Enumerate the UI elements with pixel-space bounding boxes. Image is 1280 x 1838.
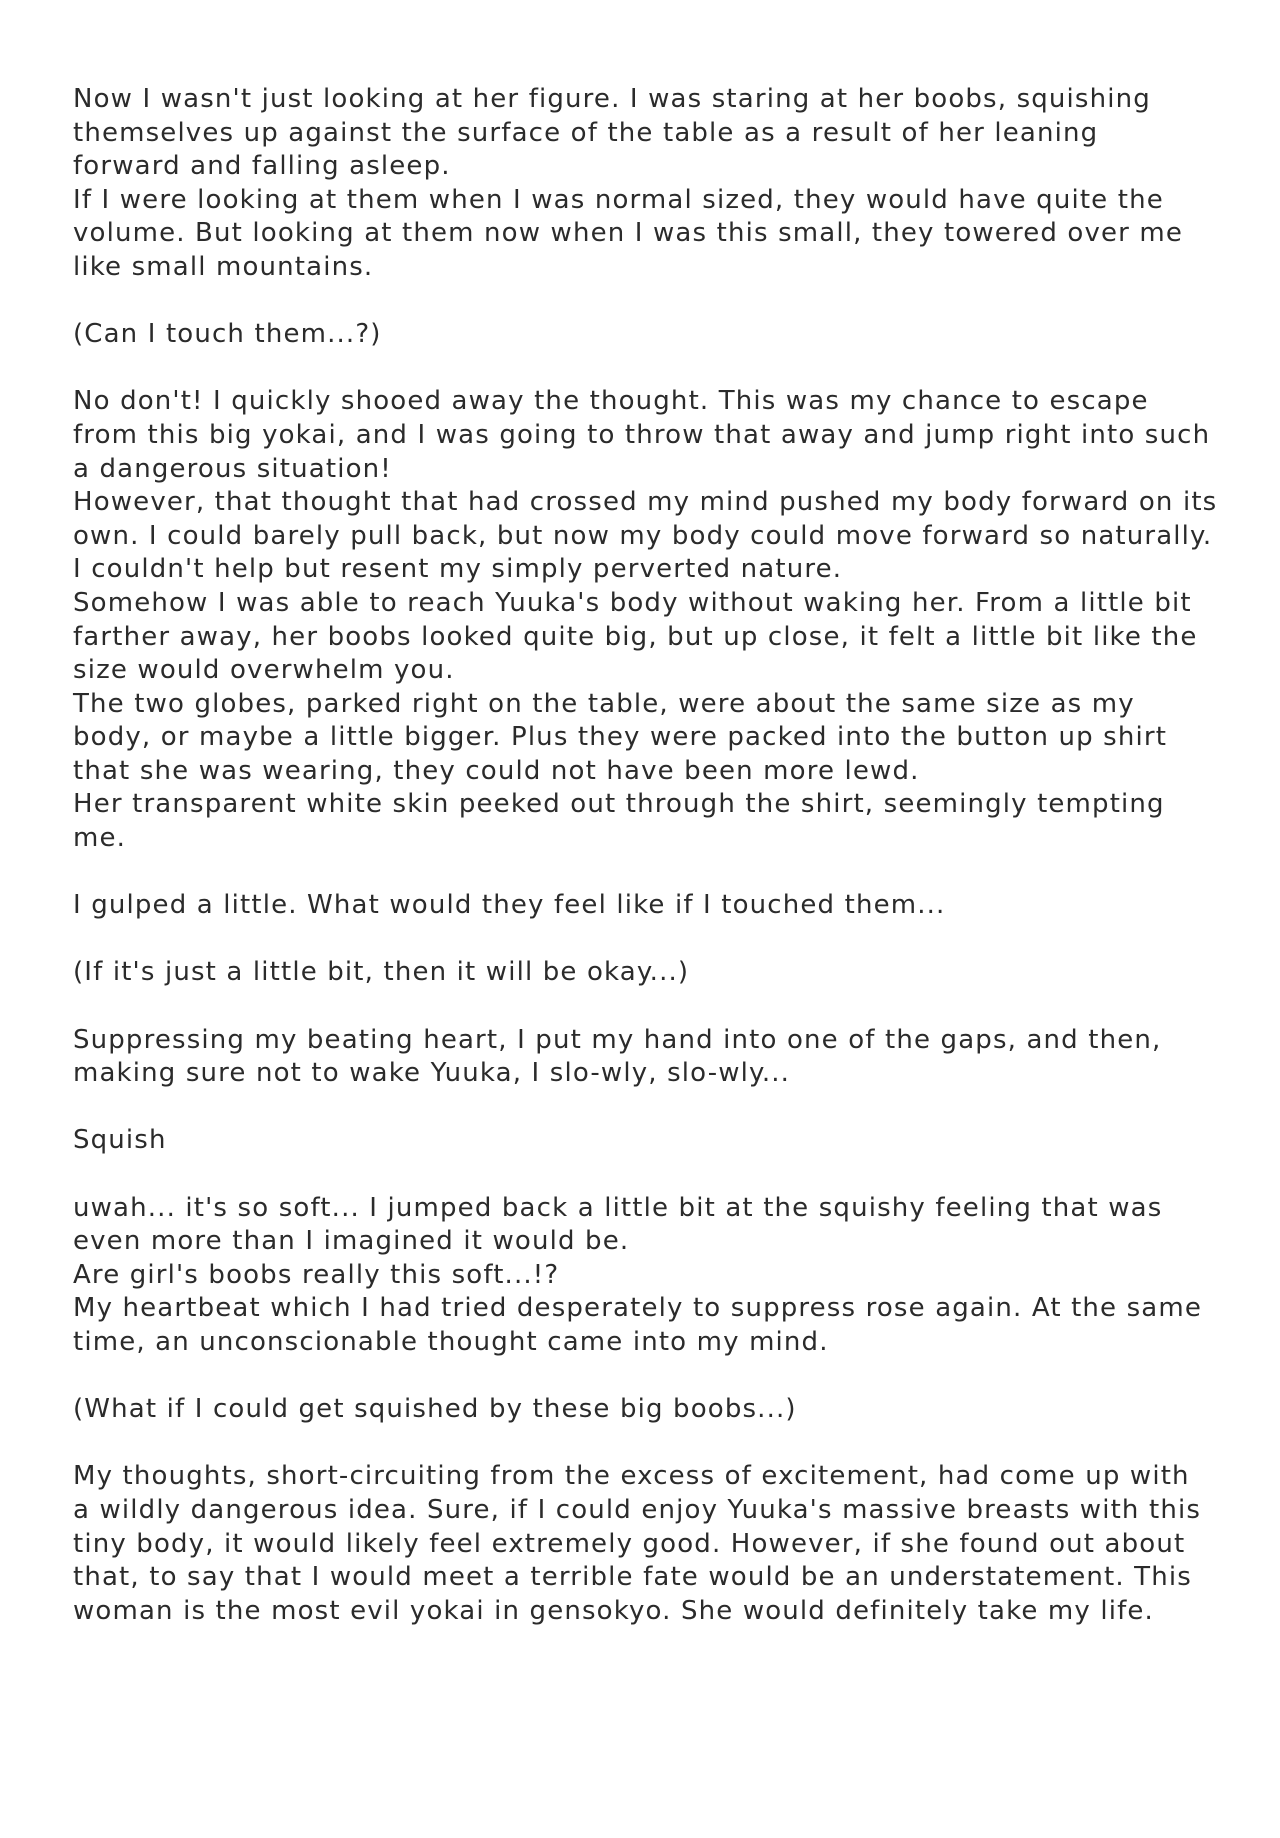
text-line: that she was wearing, they could not have been more lewd.	[73, 755, 920, 786]
text-line: themselves up against the surface of the table as a result of her leaning	[73, 117, 1099, 148]
text-line: uwah... it's so soft... I jumped back a little bit at the squishy feeling that was	[73, 1192, 1163, 1223]
text-line: own. I could barely pull back, but now my body could move forward so naturally.	[73, 520, 1213, 551]
paragraph-gap	[73, 1091, 1233, 1125]
text-line: woman is the most evil yokai in gensokyo. She would definitely take my life.	[73, 1595, 1154, 1626]
text-line: body, or maybe a little bigger. Plus they were packed into the button up shirt	[73, 722, 1168, 753]
text-line: size would overwhelm you.	[73, 655, 455, 686]
text-line: The two globes, parked right on the table, were about the same size as my	[73, 688, 1135, 719]
text-line: making sure not to wake Yuuka, I slo-wly, slo-wly...	[73, 1058, 791, 1089]
text-line: Now I wasn't just looking at her figure. I was staring at her boobs, squishing	[73, 84, 1151, 114]
paragraph-gap	[73, 1158, 1233, 1192]
paragraph-gap	[73, 1360, 1233, 1394]
text-line: My thoughts, short-circuiting from the excess of excitement, had come up with	[73, 1461, 1190, 1492]
paragraph-gap	[73, 990, 1233, 1024]
text-line: I gulped a little. What would they feel like if I touched them...	[73, 890, 946, 921]
text-line: me.	[73, 823, 127, 854]
text-line: forward and falling asleep.	[73, 151, 451, 182]
text-line: that, to say that I would meet a terrible fate would be an understatement. This	[73, 1562, 1192, 1593]
text-line: even more than I imagined it would be.	[73, 1226, 630, 1257]
text-line: No don't! I quickly shooed away the thought. This was my chance to escape	[73, 386, 1149, 417]
paragraph-gap	[73, 352, 1233, 386]
text-line: tiny body, it would likely feel extremely good. However, if she found out about	[73, 1528, 1186, 1559]
paragraph-gap	[73, 1427, 1233, 1461]
text-line: Squish	[73, 1125, 167, 1156]
text-line: (What if I could get squished by these big boobs...)	[73, 1394, 797, 1425]
text-line: Are girl's boobs really this soft...!?	[73, 1259, 560, 1290]
document-page	[73, 83, 1233, 1662]
paragraph-gap	[73, 923, 1233, 957]
text-line: (If it's just a little bit, then it will be okay...)	[73, 957, 690, 988]
text-line: If I were looking at them when I was normal sized, they would have quite the	[73, 184, 1164, 215]
text-line: However, that thought that had crossed my mind pushed my body forward on its	[73, 487, 1218, 518]
text-line	[73, 1628, 1233, 1662]
text-line: time, an unconscionable thought came into my mind.	[73, 1326, 829, 1357]
text-line: Somehow I was able to reach Yuuka's body without waking her. From a little bit	[73, 587, 1192, 618]
text-line: volume. But looking at them now when I was this small, they towered over me	[73, 218, 1184, 249]
text-line: a dangerous situation!	[73, 453, 392, 484]
text-line: (Can I touch them...?)	[73, 319, 382, 350]
text-line: Her transparent white skin peeked out through the shirt, seemingly tempting	[73, 789, 1165, 820]
paragraph-gap	[73, 285, 1233, 319]
text-line: from this big yokai, and I was going to throw that away and jump right into such	[73, 419, 1211, 450]
text-line: a wildly dangerous idea. Sure, if I could enjoy Yuuka's massive breasts with this	[73, 1494, 1202, 1525]
text-line: Suppressing my beating heart, I put my hand into one of the gaps, and then,	[73, 1024, 1162, 1055]
text-line: I couldn't help but resent my simply perverted nature.	[73, 554, 843, 585]
text-line: farther away, her boobs looked quite big, but up close, it felt a little bit like the	[73, 621, 1198, 652]
text-line: like small mountains.	[73, 251, 374, 282]
text-line: My heartbeat which I had tried desperately to suppress rose again. At the same	[73, 1293, 1203, 1324]
paragraph-gap	[73, 856, 1233, 890]
